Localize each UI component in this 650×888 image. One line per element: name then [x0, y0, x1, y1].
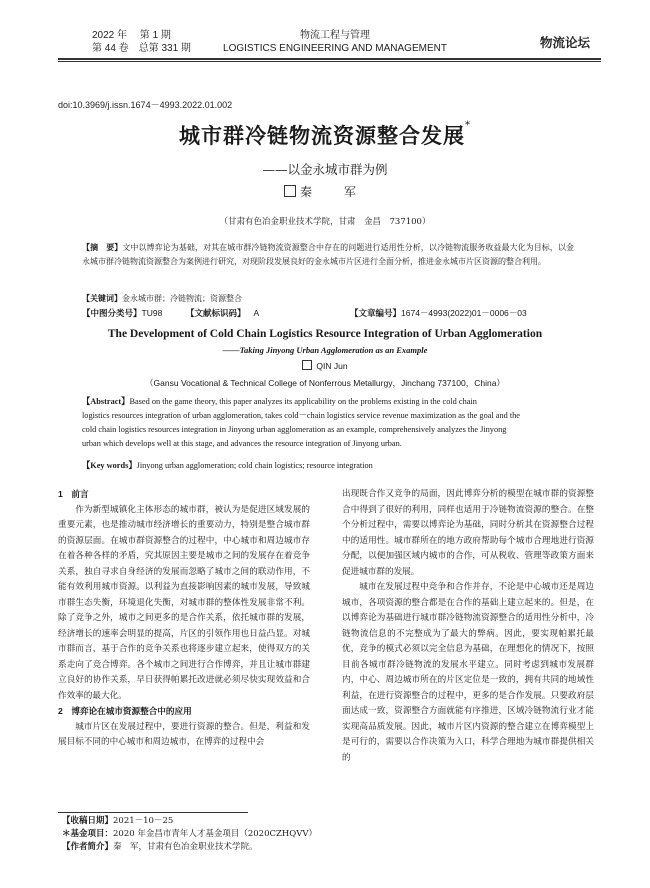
paragraph: 城市片区在发展过程中，要进行资源的整合。但是，利益和发展目标不同的中心城市和周边城市，在博弈的过程中会	[58, 721, 310, 747]
english-abstract-label: 【Abstract】	[82, 397, 130, 406]
english-keywords-label: 【Key words】	[82, 461, 137, 470]
clc-value: TU98	[141, 308, 163, 318]
paper-subtitle: ——以金永城市群为例	[262, 162, 388, 177]
received-date	[62, 815, 362, 828]
english-author	[0, 360, 650, 371]
funding-mark: *	[465, 120, 471, 131]
header-rule-bottom	[58, 61, 601, 62]
paragraph: 出现既合作又竞争的局面，因此博弈分析的模型在城市群的资源整合中得到了很好的利用，同样也适用于冷链物流资源的整合。在整个分析过程中，需要以博弈论为基础，同时分析其在资源整合过程中的适用性。城市群所在的地方政府帮助每个城市合理地进行资源分配，以便加强区域内城市的合作，可从税收、管理等政策方面来促进城市群的发展。	[342, 489, 594, 577]
footnotes	[62, 815, 362, 854]
english-subtitle: ——Taking Jinyong Urban Agglomeration as an Example	[222, 345, 428, 355]
author-name-zh: 秦 军	[299, 185, 366, 199]
abstract-zh-text: 文中以博弈论为基础，对其在城市群冷链物流资源整合中存在的问题进行适用性分析，以冷链物流服务收益最大化为目标，以金永城市群冷链物流资源整合为案例进行研究，对现阶段发展良好的金永城市片区进行全面分析，推进金永城市片区资源的整合利用。	[82, 243, 575, 266]
abstract-zh-label: 【摘 要】	[82, 242, 123, 252]
doc-code-value: A	[253, 308, 260, 318]
fund-label: ＊基金项目：	[62, 829, 114, 839]
doi: doi:10.3969/j.issn.1674－4993.2022.01.002	[58, 100, 233, 110]
footnote-rule	[58, 812, 248, 813]
clc-label: 【中图分类号】	[82, 309, 142, 319]
body-left-column	[58, 487, 310, 751]
header-volume: 第 44 卷 总第 331 期	[92, 43, 191, 54]
author-bio	[62, 841, 362, 854]
english-abstract-line-text: Based on the game theory, this paper analyzes its applicability on the problems existing in the cold chain	[129, 397, 477, 406]
english-author-box-icon	[302, 360, 312, 370]
journal-name-en: LOGISTICS ENGINEERING AND MANAGEMENT	[223, 43, 447, 54]
keywords-zh-text: 金永城市群；冷链物流；资源整合	[122, 294, 242, 303]
paper-title-text: 城市群冷链物流资源整合发展	[179, 123, 465, 148]
affiliation-zh: （甘肃有色冶金职业技术学院，甘肃 金昌 737100）	[219, 217, 431, 227]
english-abstract-line: urban which develops well at this stage, and advances the resource integration of Jinyong urban.	[82, 439, 402, 448]
author-bio-value: 秦 军，甘肃有色冶金职业技术学院。	[113, 842, 258, 852]
author-box-icon	[284, 185, 296, 197]
fund-info	[62, 828, 362, 841]
fund-value: 2020 年金昌市青年人才基金项目（2020CZHQVV）	[113, 829, 318, 839]
paragraph: 城市在发展过程中竞争和合作并存，不论是中心城市还是周边城市，各项资源的整合都是在合作的基础上建立起来的。但是，在以博弈论为基础进行城市群冷链物流资源整合的适用性分析中，冷链物流信息的不完整成为了最大的弊病。因此，要实现帕累托最优，竞争的模式必须以完全信息为基础，在理想化的情况下，按照目前各城市群冷链物流的发展水平建立。同时考虑到城市发展群内，中心、周边城市所在的片区定位是一致的，拥有共同的地域性利益，在进行资源整合的过程中，更多的是合作发展。只要政府层面达成一致，资源整合方面就能有序推进，区域冷链物流行业才能实现高品质发展。因此，城市片区内资源的整合建立在博弈模型上是可行的，需要以合作决策为入口，科学合理地为城市群提供相关的	[342, 582, 594, 763]
article-number-value: 1674－4993(2022)01－0006－03	[401, 308, 527, 318]
english-abstract	[82, 395, 574, 451]
keywords-zh-label: 【关键词】	[82, 293, 122, 303]
journal-name-zh: 物流工程与管理	[300, 30, 370, 41]
body-right-column	[342, 487, 594, 766]
received-label: 【收稿日期】	[62, 816, 114, 826]
doc-code	[186, 307, 259, 319]
author-bio-label: 【作者简介】	[62, 842, 114, 852]
clc	[82, 309, 162, 319]
english-affiliation: （Gansu Vocational & Technical College of Nonferrous Metallurgy，Jinchang 737100，China）	[145, 378, 505, 388]
english-title: The Development of Cold Chain Logistics Resource Integration of Urban Agglomeration	[107, 328, 543, 340]
author-zh	[0, 183, 650, 200]
keywords-zh	[82, 291, 574, 306]
paper-title	[0, 120, 650, 150]
english-abstract-line: cold chain logistics resources integration in Jinyong urban agglomeration as an example, comprehensively analyzes the Jinyong	[82, 425, 507, 434]
english-abstract-line: logistics resources integration of urban agglomeration, takes cold－chain logistics service revenue maximization as the goal and the	[82, 411, 520, 420]
english-author-name: QIN Jun	[316, 361, 348, 371]
abstract-zh	[82, 240, 574, 269]
header-journal	[210, 29, 460, 55]
article-number	[350, 307, 527, 319]
paragraph: 作为新型城镇化主体形态的城市群，被认为是促进区域发展的重要元素，也是推动城市经济增长的重要动力，特别是整合城市群的资源层面。在城市群资源整合的过程中，中心城市和周边城市存在着各种各样的矛盾，究其原因主要是城市之间的发展存在着竞争关系，独自寻求自身经济的发展而忽略了城市之间的联动作用，不能有效利用城市资源。以利益为直接影响因素的城市发展，导致城市群生态失衡，环境退化失衡，对城市群的整体性发展非常不利。除了竞争之外，城市之间更多的是合作关系，依托城市群的发展，经济增长的速率会明显的提高，片区的引领作用也日益凸显。对城市群而言，基于合作的竞争关系也将逐步建立起来，使得双方的关系走向了竞合博弈。各个城市之间进行合作博弈，并且让城市群建立良好的协作关系，早日获得帕累托改进就必须尽快实现效益和合作效率的最大化。	[58, 504, 310, 701]
header-year-issue: 2022 年 第 1 期	[92, 30, 171, 41]
section-1-heading: 1 前言	[58, 489, 89, 499]
received-value: 2021－10－25	[113, 816, 174, 826]
column-name: 物流论坛	[540, 36, 591, 50]
english-keywords-text: Jinyong urban agglomeration; cold chain logistics; resource integration	[136, 461, 373, 470]
doc-code-label: 【文献标识码】	[186, 309, 246, 319]
section-2-heading: 2 博弈论在城市资源整合中的应用	[58, 706, 192, 716]
english-keywords	[82, 459, 574, 473]
classification-line	[82, 307, 582, 319]
english-abstract-line	[82, 395, 574, 409]
header-rule-top	[58, 58, 601, 60]
header-issue	[92, 29, 191, 55]
article-number-label: 【文章编号】	[350, 309, 402, 319]
